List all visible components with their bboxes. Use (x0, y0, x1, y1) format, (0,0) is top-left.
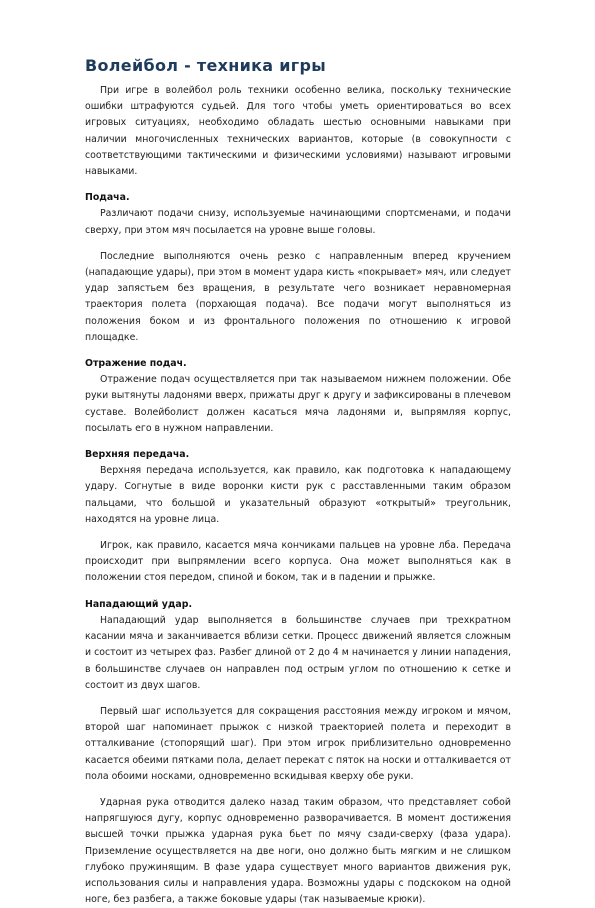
section-heading-serve: Подача. (85, 192, 130, 204)
paragraph: Верхняя передача используется, как правило, как подготовка к нападающему удару. Согнутые в виде воронки кисти рук с расставленными таким образом пальцами, что большой и указательный образуют «открытый» треугольник, находятся на уровне лица. (85, 465, 511, 525)
section-heading-overhead-pass: Верхняя передача. (85, 449, 190, 461)
document-page (85, 55, 511, 908)
section-heading-serve-reception: Отражение подач. (85, 358, 187, 370)
paragraph: Игрок, как правило, касается мяча кончиками пальцев на уровне лба. Передача происходит при выпрямлении всего корпуса. Она может выполняться как в положении стоя передом, спиной и боком, так и в падении и прыжке. (85, 540, 511, 584)
paragraph: Нападающий удар выполняется в большинстве случаев при трехкратном касании мяча и заканчивается вблизи сетки. Процесс движений является сложным и состоит из четырех фаз. Разбег длиной от 2 до 4 м начинается у линии нападения, в большинстве случаев он направлен под острым углом по отношению к сетке и состоит из двух шагов. (85, 614, 511, 691)
section-heading-attack-hit: Нападающий удар. (85, 598, 193, 610)
paragraph: Первый шаг используется для сокращения расстояния между игроком и мячом, второй шаг напоминает прыжок с низкой траекторией полета и переходит в отталкивание (стопорящий шаг). При этом игрок приблизительно одновременно касается обеими пятками пола, делает перекат с пяток на носки и отталкивается от пола обоими носками, одновременно вскидывая кверху обе руки. (85, 705, 511, 782)
paragraph: Различают подачи снизу, используемые начинающими спортсменами, и подачи сверху, при этом мяч посылается на уровне выше головы. (85, 208, 511, 236)
intro-paragraph: При игре в волейбол роль техники особенно велика, поскольку технические ошибки штрафуются судьей. Для того чтобы уметь ориентироваться во всех игровых ситуациях, необходимо обладать шестью основными навыками при наличии многочисленных технических вариантов, которые (в совокупности с соответствующими тактическими и физическими условиями) называют игровыми навыками. (85, 85, 511, 178)
paragraph: Отражение подач осуществляется при так называемом нижнем положении. Обе руки вытянуты ладонями вверх, прижаты друг к другу и зафиксированы в плечевом суставе. Волейболист должен касаться мяча ладонями и, выпрямляя корпус, посылать его в нужном направлении. (85, 374, 511, 434)
page-title: Волейбол - техника игры (85, 56, 326, 75)
paragraph: Последние выполняются очень резко с направленным вперед кручением (нападающие удары), при этом в момент удара кисть «покрывает» мяч, или следует удар запястьем без вращения, в результате чего возникает неравномерная траектория полета (порхающая подача). Все подачи могут выполняться из положения боком и из фронтального положения по отношению к игровой площадке. (85, 250, 511, 343)
paragraph: Ударная рука отводится далеко назад таким образом, что представляет собой напрягшуюся дугу, корпус одновременно разворачивается. В момент достижения высшей точки прыжка ударная рука бьет по мячу сзади-сверху (фаза удара). Приземление осуществляется на две ноги, оно должно быть мягким и не слишком глубоко пружинящим. В фазе удара существует много вариантов движения рук, использования силы и направления удара. Возможны удары с подскоком на одной ноге, без разбега, а также боковые удары (так называемые крюки). (85, 796, 511, 906)
